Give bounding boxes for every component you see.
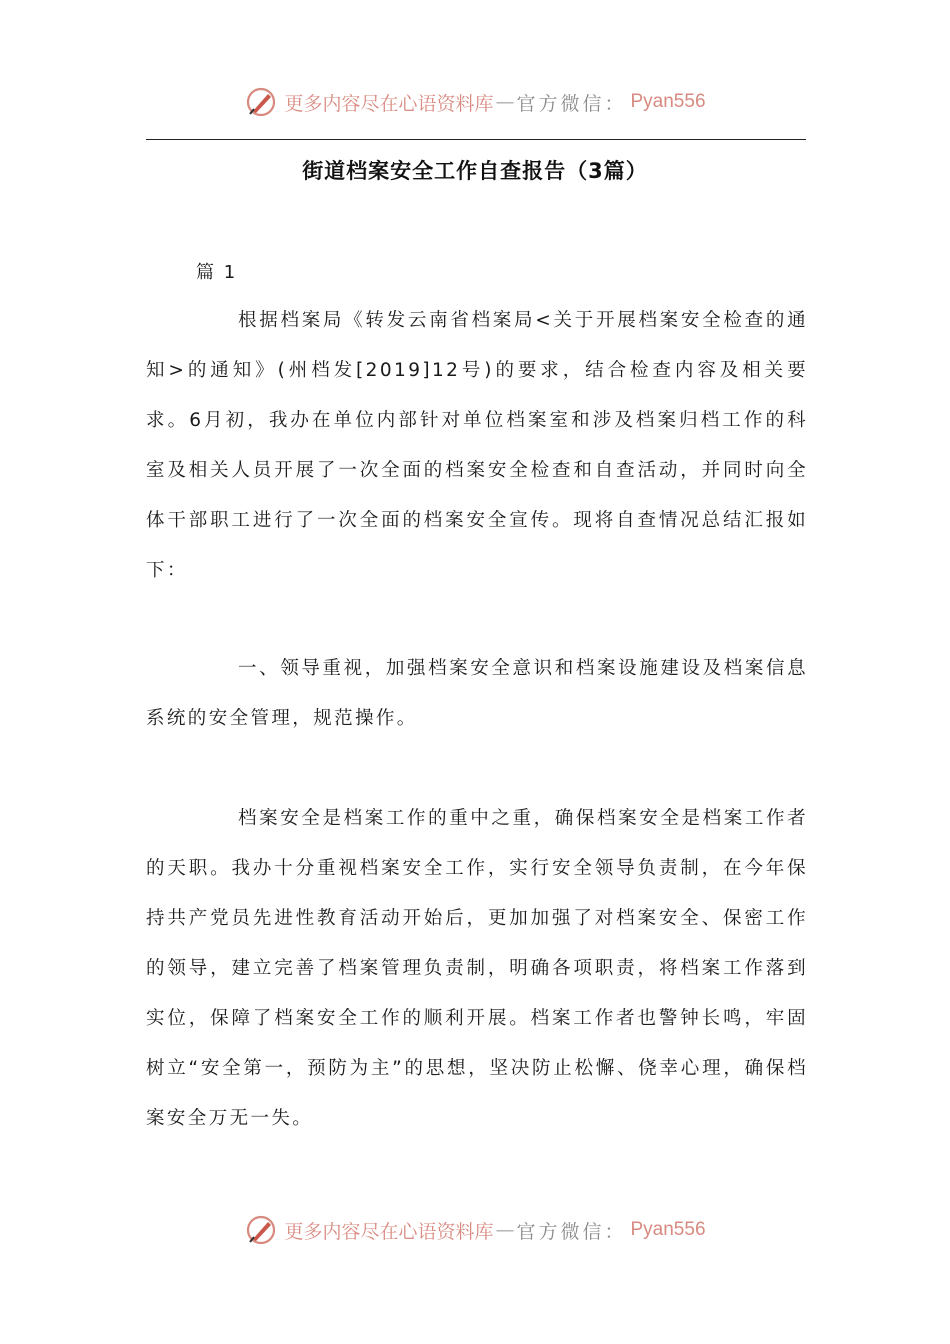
- paragraph-heading-one: 一、领导重视，加强档案安全意识和档案设施建设及档案信息系统的安全管理，规范操作。: [146, 658, 808, 729]
- banner-wechat-id: Pyan556: [630, 1219, 706, 1240]
- banner-separator: —: [495, 91, 515, 113]
- banner-wechat-id: Pyan556: [630, 91, 706, 112]
- quill-pen-logo-icon: [244, 85, 278, 119]
- paragraph-archive-safety: 档案安全是档案工作的重中之重，确保档案安全是档案工作者的天职。我办十分重视档案安全工作，实行安全领导负责制，在今年保持共产党员先进性教育活动开始后，更加加强了对档案安全、保密工作的领导，建立完善了档案管理负责制，明确各项职责，将档案工作落到实位，保障了档案安全工作的顺利开展。档案工作者也警钟长鸣，牢固树立“安全第一，预防为主”的思想，坚决防止松懈、侥幸心理，确保档案安全万无一失。: [146, 808, 808, 1129]
- header-banner: [0, 82, 950, 122]
- quill-pen-logo-icon: [244, 1213, 278, 1247]
- banner-wechat-label: 官方微信：: [516, 1220, 627, 1243]
- document-title: 街道档案安全工作自查报告（3篇）: [302, 159, 648, 183]
- paragraph-intro: 根据档案局《转发云南省档案局<关于开展档案安全检查的通知>的通知》(州档发[2019]12号)的要求，结合检查内容及相关要求。6月初，我办在单位内部针对单位档案室和涉及档案归档工作的科室及相关人员开展了一次全面的档案安全检查和自查活动，并同时向全体干部职工进行了一次全面的档案安全宣传。现将自查情况总结汇报如下：: [146, 310, 808, 581]
- banner-brand-text: 更多内容尽在心语资料库: [284, 1220, 494, 1243]
- section-label: 篇 1: [196, 262, 238, 283]
- header-divider: [146, 139, 806, 140]
- banner-wechat-label: 官方微信：: [516, 92, 627, 115]
- banner-separator: —: [495, 1219, 515, 1241]
- banner-brand-text: 更多内容尽在心语资料库: [284, 92, 494, 115]
- footer-banner: [0, 1210, 950, 1250]
